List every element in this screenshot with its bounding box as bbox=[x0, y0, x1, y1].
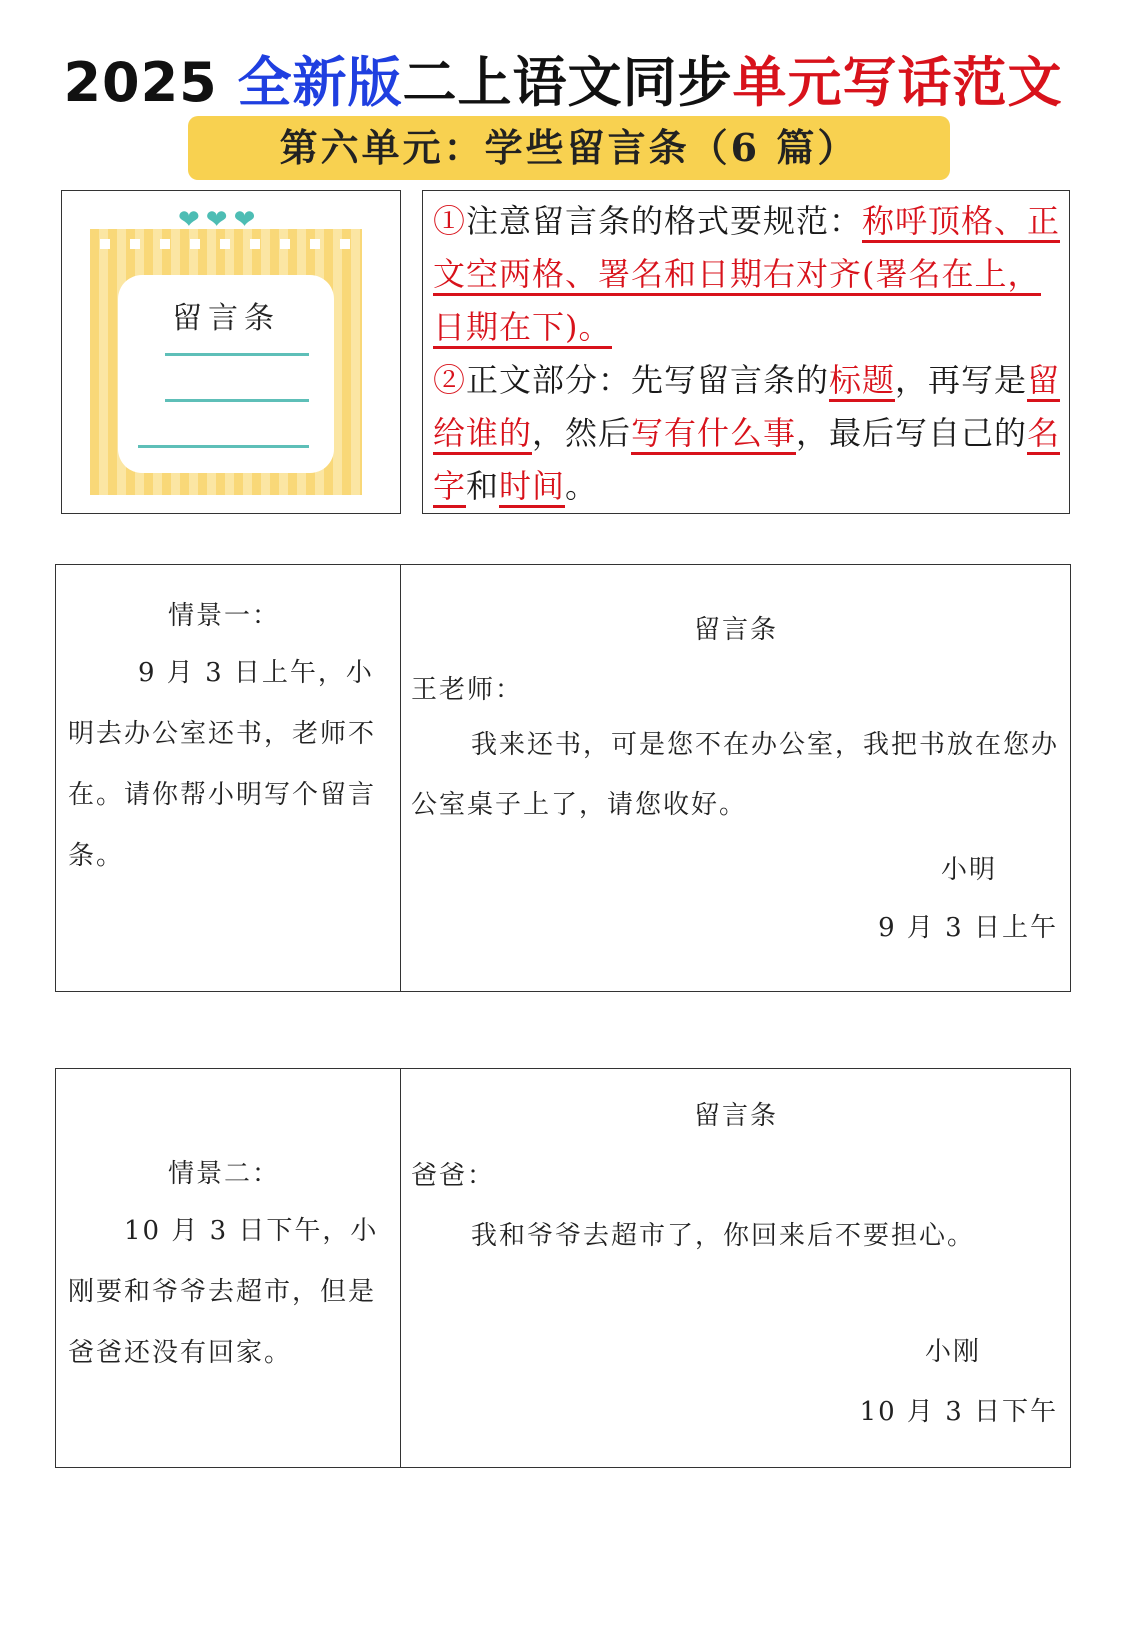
scene-1 bbox=[55, 564, 1071, 992]
title-black: 二上语文同步 bbox=[402, 51, 733, 114]
tips-text bbox=[433, 195, 1061, 513]
note-date: 10 月 3 日下午 bbox=[859, 1397, 1058, 1427]
scene-2 bbox=[55, 1068, 1071, 1468]
unit-banner: 第六单元：学些留言条（6 篇） bbox=[188, 116, 950, 180]
note-signature: 小刚 bbox=[925, 1337, 982, 1367]
scene-1-prompt bbox=[56, 565, 401, 991]
note-illustration bbox=[61, 190, 401, 514]
note-dots bbox=[100, 239, 352, 249]
tips-box bbox=[422, 190, 1070, 514]
scene-heading: 情景二： bbox=[168, 1159, 281, 1189]
tip2-keyword: 名字 bbox=[433, 414, 1060, 508]
tip2-keyword: 标题 bbox=[829, 361, 895, 402]
note-body: 我来还书，可是您不在办公室，我把书放在您办公室桌子上了，请您收好。 bbox=[411, 730, 1060, 820]
scene-2-note bbox=[401, 1069, 1070, 1467]
note-body: 我和爷爷去超市了，你回来后不要担心。 bbox=[471, 1221, 976, 1251]
note-salutation: 王老师： bbox=[411, 675, 524, 705]
hearts bbox=[178, 207, 255, 233]
tip2-keyword: 留给谁的 bbox=[433, 361, 1060, 455]
note-date: 9 月 3 日上午 bbox=[878, 913, 1058, 943]
title-red: 单元写话范文 bbox=[732, 51, 1063, 114]
tip2-text: ，再写是 bbox=[895, 361, 1028, 399]
heart-icon: ❤ bbox=[233, 205, 256, 235]
scene-2-prompt bbox=[56, 1069, 401, 1467]
tip1-number: ① bbox=[433, 202, 467, 240]
note-salutation: 爸爸： bbox=[411, 1161, 496, 1191]
tip1-format-rule: 称呼顶格、正文空两格、署名和日期右对齐(署名在上，日期在下)。 bbox=[433, 202, 1060, 349]
tip2-text: 正文部分：先写留言条的 bbox=[466, 361, 830, 399]
note-signature: 小明 bbox=[941, 855, 998, 885]
note-paper bbox=[90, 229, 362, 495]
heart-icon: ❤ bbox=[178, 205, 200, 235]
scene-1-note bbox=[401, 565, 1070, 991]
scene-description: 10 月 3 日下午，小刚要和爷爷去超市，但是爸爸还没有回家。 bbox=[68, 1216, 379, 1368]
title-blue: 全新版 bbox=[237, 51, 403, 114]
tip2-keyword: 时间 bbox=[499, 467, 565, 508]
note-card-title: 留言条 bbox=[172, 301, 280, 336]
tip2-text: ，最后写自己的 bbox=[796, 414, 1028, 452]
note-card bbox=[118, 275, 334, 473]
scene-heading: 情景一： bbox=[168, 601, 281, 631]
tip2-number: ② bbox=[433, 361, 467, 399]
scene-description: 9 月 3 日上午，小明去办公室还书，老师不在。请你帮小明写个留言条。 bbox=[68, 658, 377, 871]
tip2-text: 。 bbox=[565, 467, 599, 505]
note-line bbox=[165, 399, 309, 402]
tip2-keyword: 写有什么事 bbox=[631, 414, 796, 455]
note-title: 留言条 bbox=[693, 615, 778, 645]
heart-icon: ❤ bbox=[205, 205, 228, 235]
page-title bbox=[0, 40, 1126, 117]
note-line bbox=[138, 445, 309, 448]
tip2-text: 和 bbox=[466, 467, 500, 505]
tip2-text: ，然后 bbox=[532, 414, 632, 452]
tip1-lead: 注意留言条的格式要规范： bbox=[466, 202, 863, 240]
title-year: 2025 bbox=[63, 51, 218, 114]
note-title: 留言条 bbox=[693, 1101, 778, 1131]
note-line bbox=[165, 353, 309, 356]
